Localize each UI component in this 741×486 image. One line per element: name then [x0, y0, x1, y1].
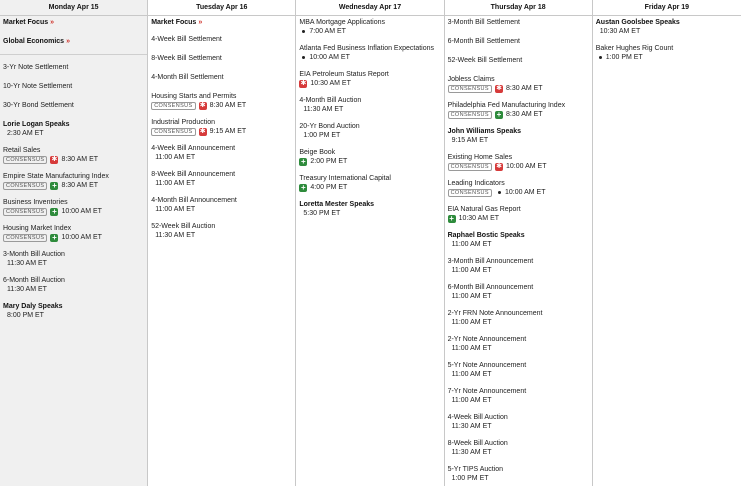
- event-time: 9:15 AM ET: [451, 137, 489, 144]
- event-title[interactable]: Baker Hughes Rig Count: [595, 45, 674, 52]
- event-item[interactable]: [151, 144, 293, 162]
- day-events: [445, 16, 592, 483]
- add-event-plus-icon[interactable]: [50, 208, 58, 216]
- event-time: 11:00 AM ET: [451, 397, 492, 404]
- event-item[interactable]: [448, 56, 590, 65]
- event-item[interactable]: [448, 153, 590, 171]
- add-event-plus-icon[interactable]: [495, 111, 503, 119]
- event-item[interactable]: [151, 222, 293, 240]
- section-divider: [0, 54, 147, 55]
- event-item[interactable]: [151, 54, 293, 63]
- event-title[interactable]: 52-Week Bill Settlement: [447, 57, 523, 64]
- consensus-badge[interactable]: CONSENSUS: [448, 111, 492, 119]
- bullet-dot-icon: [498, 191, 501, 194]
- event-item[interactable]: [448, 309, 590, 327]
- chevron-right-icon: »: [50, 19, 55, 26]
- event-time: 11:00 AM ET: [451, 345, 492, 352]
- event-time-row: [3, 233, 145, 242]
- event-title[interactable]: 4-Month Bill Announcement: [151, 197, 237, 204]
- event-item[interactable]: [151, 92, 293, 110]
- event-time: 10:30 AM ET: [458, 215, 500, 222]
- event-title[interactable]: Treasury International Capital: [299, 175, 391, 182]
- event-time-row: [151, 179, 293, 188]
- high-impact-star-icon: [199, 128, 207, 136]
- event-time-row: [448, 292, 590, 301]
- event-item[interactable]: [448, 127, 590, 145]
- event-title[interactable]: 5-Yr TIPS Auction: [447, 466, 504, 473]
- event-title[interactable]: 20-Yr Bond Auction: [299, 123, 360, 130]
- event-time: 11:00 AM ET: [155, 206, 196, 213]
- event-title[interactable]: John Williams Speaks: [447, 128, 522, 135]
- event-time-row: [3, 207, 145, 216]
- event-time: 11:30 AM ET: [155, 232, 196, 239]
- event-item[interactable]: [448, 361, 590, 379]
- event-time: 5:30 PM ET: [303, 210, 341, 217]
- link-label: Market Focus: [3, 19, 49, 26]
- event-title[interactable]: Mary Daly Speaks: [3, 303, 63, 310]
- event-title[interactable]: Industrial Production: [151, 119, 216, 126]
- high-impact-star-icon: [495, 163, 503, 171]
- event-time: 11:30 AM ET: [7, 286, 47, 293]
- event-item[interactable]: [151, 118, 293, 136]
- event-time: 2:30 AM ET: [7, 130, 44, 137]
- link-label: Market Focus: [151, 19, 197, 26]
- event-time: 8:30 AM ET: [506, 111, 543, 118]
- event-time: 9:15 AM ET: [209, 128, 247, 135]
- event-title[interactable]: 3-Month Bill Announcement: [447, 258, 534, 265]
- event-time-row: [448, 240, 590, 249]
- event-title[interactable]: Retail Sales: [3, 147, 41, 154]
- event-item[interactable]: [3, 146, 145, 164]
- day-column-friday: [593, 0, 741, 486]
- event-time-row: [3, 285, 145, 294]
- event-title[interactable]: Empire State Manufacturing Index: [3, 173, 109, 180]
- event-item[interactable]: [448, 413, 590, 431]
- event-time: 10:00 AM ET: [505, 189, 546, 196]
- link-label: Global Economics: [3, 38, 65, 45]
- add-event-plus-icon[interactable]: [299, 158, 307, 166]
- day-events: [593, 16, 741, 62]
- event-time-row: [448, 162, 590, 171]
- event-time-row: [151, 153, 293, 162]
- event-time-row: [448, 266, 590, 275]
- event-item[interactable]: [448, 387, 590, 405]
- event-time-row: [299, 105, 441, 114]
- event-item[interactable]: [3, 250, 145, 268]
- event-time-row: [3, 181, 145, 190]
- event-item[interactable]: [448, 283, 590, 301]
- event-time-row: [448, 110, 590, 119]
- consensus-badge[interactable]: CONSENSUS: [151, 102, 195, 110]
- event-item[interactable]: [3, 82, 145, 91]
- event-title[interactable]: 8-Week Bill Settlement: [151, 55, 222, 62]
- event-time: 11:00 AM ET: [451, 293, 492, 300]
- market-focus-link[interactable]: [151, 18, 293, 27]
- high-impact-star-icon: [299, 80, 307, 88]
- consensus-badge[interactable]: CONSENSUS: [448, 189, 492, 197]
- event-title[interactable]: 4-Week Bill Auction: [447, 414, 508, 421]
- event-title[interactable]: Philadelphia Fed Manufacturing Index: [447, 102, 566, 109]
- day-header: Friday Apr 19: [593, 0, 741, 16]
- event-time-row: [596, 27, 739, 36]
- event-item[interactable]: [448, 439, 590, 457]
- event-time-row: [448, 422, 590, 431]
- event-item[interactable]: [448, 231, 590, 249]
- event-time: 10:00 AM ET: [61, 208, 102, 215]
- event-time-row: [448, 136, 590, 145]
- event-time-row: [448, 474, 590, 483]
- event-time: 11:30 AM ET: [451, 423, 492, 430]
- day-column-wednesday: [296, 0, 444, 486]
- add-event-plus-icon[interactable]: [50, 182, 58, 190]
- event-item[interactable]: [3, 101, 145, 110]
- chevron-right-icon: »: [198, 19, 203, 26]
- event-item[interactable]: [299, 174, 441, 192]
- event-time: 8:30 AM ET: [209, 102, 247, 109]
- event-time-row: [448, 448, 590, 457]
- day-header: Tuesday Apr 16: [148, 0, 295, 16]
- event-item[interactable]: [448, 75, 590, 93]
- event-title[interactable]: 52-Week Bill Auction: [151, 223, 216, 230]
- event-item[interactable]: [299, 200, 441, 218]
- event-title[interactable]: 5-Yr Note Announcement: [447, 362, 527, 369]
- event-time-row: [299, 79, 441, 88]
- event-title[interactable]: Business Inventories: [3, 199, 68, 206]
- consensus-badge[interactable]: CONSENSUS: [151, 128, 195, 136]
- event-title[interactable]: Raphael Bostic Speaks: [447, 232, 525, 239]
- event-title[interactable]: Jobless Claims: [447, 76, 495, 83]
- high-impact-star-icon: [199, 102, 207, 110]
- event-title[interactable]: MBA Mortgage Applications: [299, 19, 385, 26]
- event-title[interactable]: 4-Week Bill Announcement: [151, 145, 236, 152]
- event-time: 4:00 PM ET: [310, 184, 348, 191]
- day-header: Wednesday Apr 17: [296, 0, 443, 16]
- event-time-row: [299, 53, 441, 62]
- event-item[interactable]: [448, 37, 590, 46]
- event-item[interactable]: [3, 172, 145, 190]
- market-focus-link[interactable]: [3, 18, 145, 27]
- event-time-row: [448, 84, 590, 93]
- event-item[interactable]: [448, 335, 590, 353]
- high-impact-star-icon: [50, 156, 58, 164]
- event-title[interactable]: 3-Month Bill Settlement: [447, 19, 520, 26]
- add-event-plus-icon[interactable]: [448, 215, 456, 223]
- consensus-badge[interactable]: CONSENSUS: [3, 156, 47, 164]
- consensus-badge[interactable]: CONSENSUS: [448, 163, 492, 171]
- event-time: 8:30 AM ET: [61, 182, 99, 189]
- event-item[interactable]: [448, 465, 590, 483]
- event-time-row: [299, 27, 441, 36]
- event-time: 8:30 AM ET: [506, 85, 543, 92]
- event-title[interactable]: 6-Month Bill Settlement: [447, 38, 520, 45]
- market-focus-link[interactable]: [3, 37, 145, 46]
- event-item[interactable]: [151, 170, 293, 188]
- add-event-plus-icon[interactable]: [50, 234, 58, 242]
- event-time: 1:00 PM ET: [451, 475, 489, 482]
- day-header: Monday Apr 15: [0, 0, 147, 16]
- event-item[interactable]: [299, 70, 441, 88]
- bullet-dot-icon: [599, 56, 602, 59]
- event-item[interactable]: [151, 73, 293, 82]
- event-time-row: [299, 183, 441, 192]
- event-title[interactable]: EIA Petroleum Status Report: [299, 71, 389, 78]
- event-time: 11:00 AM ET: [451, 241, 492, 248]
- event-title[interactable]: Existing Home Sales: [447, 154, 513, 161]
- event-time: 11:00 AM ET: [155, 154, 196, 161]
- event-time-row: [299, 209, 441, 218]
- event-time: 11:30 AM ET: [451, 449, 492, 456]
- event-title[interactable]: 2-Yr Note Announcement: [447, 336, 527, 343]
- event-time-row: [151, 205, 293, 214]
- event-time-row: [448, 188, 590, 197]
- event-title[interactable]: Housing Starts and Permits: [151, 93, 237, 100]
- event-item[interactable]: [3, 63, 145, 72]
- event-item[interactable]: [448, 18, 590, 27]
- event-title[interactable]: 3-Yr Note Settlement: [3, 64, 69, 71]
- event-time-row: [3, 155, 145, 164]
- event-item[interactable]: [448, 179, 590, 197]
- event-item[interactable]: [3, 198, 145, 216]
- event-title[interactable]: Housing Market Index: [3, 225, 72, 232]
- event-item[interactable]: [3, 302, 145, 320]
- event-item[interactable]: [596, 44, 739, 62]
- event-time: 10:30 AM ET: [310, 80, 351, 87]
- event-time: 10:30 AM ET: [599, 28, 641, 35]
- event-time-row: [151, 127, 293, 136]
- event-title[interactable]: 8-Week Bill Auction: [447, 440, 508, 447]
- high-impact-star-icon: [495, 85, 503, 93]
- add-event-plus-icon[interactable]: [299, 184, 307, 192]
- event-title[interactable]: 3-Month Bill Auction: [3, 251, 65, 258]
- event-item[interactable]: [299, 148, 441, 166]
- event-time-row: [448, 318, 590, 327]
- event-title[interactable]: 10-Yr Note Settlement: [3, 83, 73, 90]
- event-time-row: [448, 344, 590, 353]
- event-title[interactable]: Austan Goolsbee Speaks: [595, 19, 680, 26]
- event-time-row: [151, 231, 293, 240]
- event-time: 8:00 PM ET: [7, 312, 44, 319]
- bullet-dot-icon: [302, 56, 305, 59]
- event-time: 1:00 PM ET: [303, 132, 341, 139]
- event-title[interactable]: 4-Month Bill Settlement: [151, 74, 224, 81]
- event-time-row: [448, 214, 590, 223]
- consensus-badge[interactable]: CONSENSUS: [3, 234, 47, 242]
- event-item[interactable]: [448, 101, 590, 119]
- event-item[interactable]: [3, 276, 145, 294]
- event-title[interactable]: Leading Indicators: [447, 180, 505, 187]
- event-item[interactable]: [596, 18, 739, 36]
- event-time-row: [596, 53, 739, 62]
- event-time: 11:30 AM ET: [303, 106, 344, 113]
- event-time: 11:00 AM ET: [451, 371, 492, 378]
- event-item[interactable]: [3, 224, 145, 242]
- event-time: 10:00 AM ET: [506, 163, 547, 170]
- event-title[interactable]: 4-Week Bill Settlement: [151, 36, 222, 43]
- day-events: [148, 16, 295, 240]
- event-time: 7:00 AM ET: [309, 28, 346, 35]
- event-item[interactable]: [299, 44, 441, 62]
- event-title[interactable]: 2-Yr FRN Note Announcement: [447, 310, 543, 317]
- event-time-row: [299, 131, 441, 140]
- day-header: Thursday Apr 18: [445, 0, 592, 16]
- event-item[interactable]: [448, 257, 590, 275]
- event-item[interactable]: [151, 196, 293, 214]
- event-time: 11:00 AM ET: [451, 267, 492, 274]
- event-title[interactable]: 4-Month Bill Auction: [299, 97, 362, 104]
- event-time-row: [3, 311, 145, 320]
- event-title[interactable]: EIA Natural Gas Report: [447, 206, 521, 213]
- event-time: 11:00 AM ET: [451, 319, 492, 326]
- event-time-row: [448, 370, 590, 379]
- chevron-right-icon: »: [66, 38, 70, 45]
- event-title[interactable]: 6-Month Bill Announcement: [447, 284, 534, 291]
- consensus-badge[interactable]: CONSENSUS: [3, 182, 47, 190]
- event-time: 11:30 AM ET: [7, 260, 47, 267]
- event-time-row: [3, 129, 145, 138]
- event-time-row: [448, 396, 590, 405]
- event-title[interactable]: 7-Yr Note Announcement: [447, 388, 527, 395]
- event-title[interactable]: 6-Month Bill Auction: [3, 277, 65, 284]
- event-item[interactable]: [299, 122, 441, 140]
- event-title[interactable]: Loretta Mester Speaks: [299, 201, 375, 208]
- event-title[interactable]: 30-Yr Bond Settlement: [3, 102, 74, 109]
- day-events: [296, 16, 443, 218]
- event-item[interactable]: [299, 96, 441, 114]
- event-item[interactable]: [299, 18, 441, 36]
- bullet-dot-icon: [302, 30, 305, 33]
- event-item[interactable]: [3, 120, 145, 138]
- consensus-badge[interactable]: CONSENSUS: [448, 85, 492, 93]
- event-time: 10:00 AM ET: [309, 54, 350, 61]
- event-title[interactable]: 8-Week Bill Announcement: [151, 171, 236, 178]
- event-item[interactable]: [448, 205, 590, 223]
- event-time-row: [299, 157, 441, 166]
- day-column-monday: [0, 0, 148, 486]
- event-title[interactable]: Beige Book: [299, 149, 336, 156]
- event-title[interactable]: Atlanta Fed Business Inflation Expectations: [299, 45, 435, 52]
- event-item[interactable]: [151, 35, 293, 44]
- day-column-thursday: [445, 0, 593, 486]
- event-time: 2:00 PM ET: [310, 158, 348, 165]
- event-time: 8:30 AM ET: [61, 156, 99, 163]
- day-column-tuesday: [148, 0, 296, 486]
- consensus-badge[interactable]: CONSENSUS: [3, 208, 47, 216]
- event-time: 11:00 AM ET: [155, 180, 196, 187]
- event-time: 10:00 AM ET: [61, 234, 102, 241]
- event-time-row: [151, 101, 293, 110]
- day-events: [0, 16, 147, 320]
- event-time-row: [3, 259, 145, 268]
- event-title[interactable]: Lorie Logan Speaks: [3, 121, 70, 128]
- event-time: 1:00 PM ET: [605, 54, 643, 61]
